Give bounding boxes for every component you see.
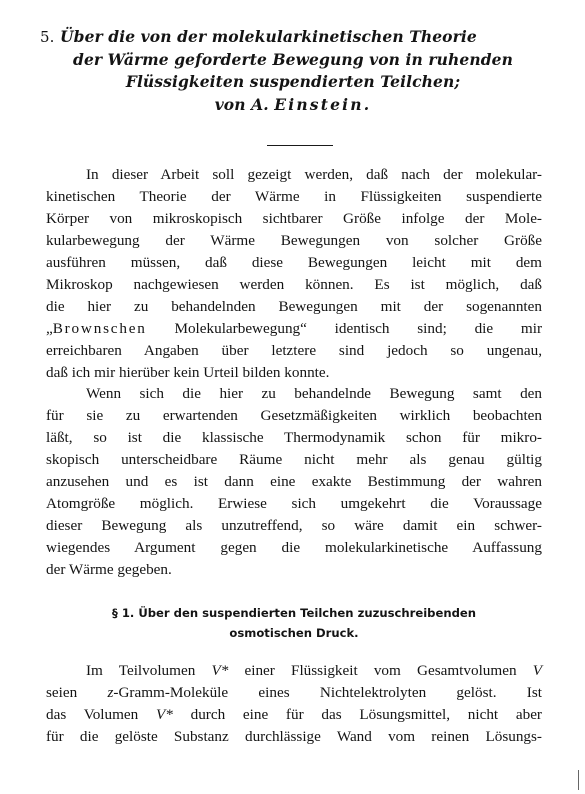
text-line: Wenn sich die hier zu behandelnde Bewegung samt den bbox=[86, 385, 542, 402]
text-line: In dieser Arbeit soll gezeigt werden, daß nach der molekular- bbox=[86, 166, 542, 183]
text-line: seien z-Gramm-Moleküle eines Nichtelektrolyten gelöst. Ist bbox=[46, 683, 542, 701]
text-line: das Volumen V* durch eine für das Lösungsmittel, nicht aber bbox=[46, 705, 542, 723]
text-line: erreichbaren Angaben über letztere sind jedoch so ungenau, bbox=[46, 341, 542, 359]
section-heading-line-2: osmotischen Druck. bbox=[229, 626, 359, 640]
text-line: Mikroskop nachgewiesen werden können. Es ist möglich, daß bbox=[46, 275, 542, 293]
variable-v-star: V* bbox=[156, 705, 173, 723]
paragraph-1 bbox=[46, 164, 542, 384]
author-name: Einstein. bbox=[274, 94, 372, 114]
paragraph-3 bbox=[46, 660, 542, 748]
title-line-2: der Wärme geforderte Bewegung von in ruhenden bbox=[73, 49, 513, 69]
scan-edge-mark bbox=[578, 770, 579, 790]
text-line: ausführen müssen, daß diese Bewegungen leicht mit dem bbox=[46, 253, 542, 271]
variable-v-star: V* bbox=[211, 662, 229, 679]
section-heading bbox=[46, 603, 542, 643]
text-line: Körper von mikroskopisch sichtbarer Größe infolge der Mole- bbox=[46, 209, 542, 227]
title-line-1: 5. Über die von der molekularkinetischen Theorie bbox=[40, 27, 477, 46]
text-line: dieser Bewegung als unzutreffend, so wäre damit ein schwer- bbox=[46, 516, 542, 534]
author-line: von A. Einstein. bbox=[214, 94, 372, 114]
brown-name: Brownschen bbox=[52, 319, 147, 337]
text-line: „Brownschen Molekularbewegung“ identisch sind; die mir bbox=[46, 319, 542, 337]
text-line: kinetischen Theorie der Wärme in Flüssigkeiten suspendierte bbox=[46, 187, 542, 205]
text-line: kularbewegung der Wärme Bewegungen von solcher Größe bbox=[46, 231, 542, 249]
text-line: Im Teilvolumen V* einer Flüssigkeit vom Gesamtvolumen V bbox=[86, 662, 542, 679]
text-line: Atomgröße möglich. Erwiese sich umgekehrt die Voraussage bbox=[46, 494, 542, 512]
paper-title bbox=[40, 26, 546, 116]
title-line-3: Flüssigkeiten suspendierten Teilchen; bbox=[125, 72, 461, 91]
variable-z: z bbox=[107, 683, 114, 701]
section-heading-line-1: § 1. Über den suspendierten Teilchen zuzuschreibenden bbox=[111, 606, 477, 620]
text-line: läßt, so ist die klassische Thermodynamik schon für mikro- bbox=[46, 428, 542, 446]
article-number: 5. bbox=[40, 28, 55, 46]
text-line: anzusehen und es ist dann eine exakte Bestimmung der wahren bbox=[46, 472, 542, 490]
text-line: für die gelöste Substanz durchlässige Wand vom reinen Lösungs- bbox=[46, 727, 542, 745]
title-divider bbox=[267, 145, 333, 146]
text-line: daß ich mir hierüber kein Urteil bilden konnte. bbox=[46, 363, 330, 381]
text-line: skopisch unterscheidbare Räume nicht mehr als genau gültig bbox=[46, 450, 542, 468]
text-line: der Wärme gegeben. bbox=[46, 560, 172, 578]
text-line: die hier zu behandelnden Bewegungen mit der sogenannten bbox=[46, 297, 542, 315]
text-line: wiegendes Argument gegen die molekularkinetische Auffassung bbox=[46, 538, 542, 556]
text-line: für sie zu erwartenden Gesetzmäßigkeiten wirklich beobachten bbox=[46, 406, 542, 424]
paragraph-2 bbox=[46, 383, 542, 581]
variable-v: V bbox=[532, 662, 542, 679]
